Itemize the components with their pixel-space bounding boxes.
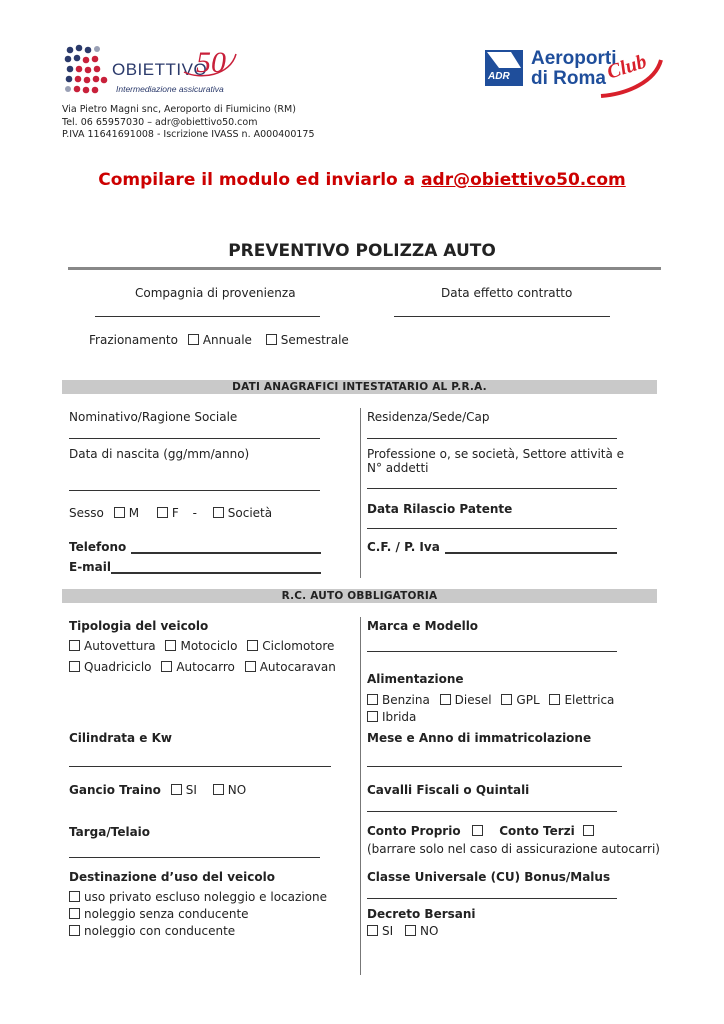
veicoli-row-2 (69, 660, 336, 674)
sesso-label: Sesso (69, 506, 104, 520)
residenza-label: Residenza/Sede/Cap (367, 410, 490, 424)
compagnia-label: Compagnia di provenienza (135, 286, 296, 300)
section-rc-header: R.C. AUTO OBBLIGATORIA (62, 589, 657, 603)
gpl-label: GPL (516, 693, 540, 707)
motociclo-checkbox[interactable] (165, 640, 176, 651)
frazionamento-label: Frazionamento (89, 333, 178, 347)
logo-number: 50 (196, 46, 226, 79)
data-rilascio-field[interactable] (367, 528, 617, 529)
decreto-row (367, 924, 438, 938)
sesso-row (69, 506, 272, 520)
cf-label: C.F. / P. Iva (367, 540, 440, 554)
gancio-label: Gancio Traino (69, 783, 161, 797)
elettrica-label: Elettrica (564, 693, 615, 707)
quadriciclo-label: Quadriciclo (84, 660, 152, 674)
gancio-no-label: NO (227, 783, 247, 797)
sesso-f-checkbox[interactable] (157, 507, 168, 518)
sesso-m-checkbox[interactable] (114, 507, 125, 518)
annuale-label: Annuale (202, 333, 252, 347)
veicoli-row-1 (69, 639, 334, 653)
classe-field[interactable] (367, 898, 617, 899)
conto-proprio-checkbox[interactable] (472, 825, 483, 836)
plane-tail-icon (485, 50, 523, 72)
data-rilascio-label: Data Rilascio Patente (367, 502, 513, 516)
ibrida-checkbox[interactable] (367, 711, 378, 722)
section2-divider (360, 617, 361, 975)
page-title: PREVENTIVO POLIZZA AUTO (228, 241, 496, 261)
marca-field[interactable] (367, 651, 617, 652)
tipologia-label: Tipologia del veicolo (69, 619, 209, 633)
cavalli-label: Cavalli Fiscali o Quintali (367, 783, 530, 797)
email-field[interactable] (111, 572, 321, 574)
adr-line2: di Roma (531, 68, 606, 89)
dest-option-2 (69, 907, 249, 921)
title-rule (68, 267, 661, 270)
frazionamento-row (89, 333, 349, 347)
gancio-si-label: SI (185, 783, 197, 797)
ciclomotore-label: Ciclomotore (262, 639, 335, 653)
autovettura-label: Autovettura (84, 639, 156, 653)
decreto-si-checkbox[interactable] (367, 925, 378, 936)
logo-tagline: Intermediazione assicurativa (116, 84, 224, 94)
autocarro-label: Autocarro (176, 660, 235, 674)
ciclomotore-checkbox[interactable] (247, 640, 258, 651)
address-block (62, 104, 315, 142)
data-effetto-field[interactable] (394, 316, 610, 317)
autocarro-checkbox[interactable] (161, 661, 172, 672)
diesel-checkbox[interactable] (440, 694, 451, 705)
motociclo-label: Motociclo (180, 639, 238, 653)
adr-line1: Aeroporti (531, 48, 617, 69)
elettrica-checkbox[interactable] (549, 694, 560, 705)
decreto-si-label: SI (382, 924, 394, 938)
autocaravan-label: Autocaravan (259, 660, 336, 674)
adr-badge: ADR (485, 50, 523, 86)
noleggio-con-checkbox[interactable] (69, 925, 80, 936)
instruction (0, 170, 724, 190)
instruction-email-link[interactable]: adr@obiettivo50.com (421, 170, 626, 190)
targa-field[interactable] (69, 857, 320, 858)
conto-terzi-checkbox[interactable] (583, 825, 594, 836)
conto-row (367, 824, 598, 838)
data-nascita-label: Data di nascita (gg/mm/anno) (69, 447, 250, 461)
annuale-checkbox[interactable] (188, 334, 199, 345)
cilindrata-field[interactable] (69, 766, 331, 767)
noleggio-senza-checkbox[interactable] (69, 908, 80, 919)
sesso-m-label: M (128, 506, 140, 520)
uso-privato-checkbox[interactable] (69, 891, 80, 902)
vat-line: P.IVA 11641691008 - Iscrizione IVASS n. A000400175 (62, 129, 315, 140)
mese-anno-field[interactable] (367, 766, 622, 767)
data-nascita-field[interactable] (69, 490, 320, 491)
semestrale-checkbox[interactable] (266, 334, 277, 345)
cf-field[interactable] (445, 552, 617, 554)
uso-privato-label: uso privato escluso noleggio e locazione (84, 890, 327, 904)
decreto-label: Decreto Bersani (367, 907, 476, 921)
alim-row-2 (367, 710, 416, 724)
email-label: E-mail (69, 560, 112, 574)
section-anagrafici-header: DATI ANAGRAFICI INTESTATARIO AL P.R.A. (62, 380, 657, 394)
decreto-no-checkbox[interactable] (405, 925, 416, 936)
dest-option-3 (69, 924, 235, 938)
noleggio-con-label: noleggio con conducente (84, 924, 236, 938)
autocaravan-checkbox[interactable] (245, 661, 256, 672)
gancio-row (69, 783, 246, 797)
adr-logo (485, 48, 665, 104)
mese-anno-label: Mese e Anno di immatricolazione (367, 731, 592, 745)
data-effetto-label: Data effetto contratto (441, 286, 573, 300)
telefono-field[interactable] (131, 552, 321, 554)
diesel-label: Diesel (454, 693, 492, 707)
nominativo-label: Nominativo/Ragione Sociale (69, 410, 238, 424)
address-line: Via Pietro Magni snc, Aeroporto di Fiumicino (RM) (62, 104, 296, 115)
section1-divider (360, 408, 361, 578)
quadriciclo-checkbox[interactable] (69, 661, 80, 672)
cavalli-field[interactable] (367, 811, 617, 812)
ibrida-label: Ibrida (382, 710, 417, 724)
decreto-no-label: NO (419, 924, 439, 938)
obiettivo50-logo (62, 40, 237, 102)
conto-proprio-label: Conto Proprio (367, 824, 461, 838)
residenza-field[interactable] (367, 438, 617, 439)
targa-label: Targa/Telaio (69, 825, 151, 839)
semestrale-label: Semestrale (280, 333, 349, 347)
sesso-dash: - (192, 506, 197, 520)
nominativo-field[interactable] (69, 438, 320, 439)
benzina-label: Benzina (382, 693, 430, 707)
classe-label: Classe Universale (CU) Bonus/Malus (367, 870, 611, 884)
gancio-no-checkbox[interactable] (213, 784, 224, 795)
autovettura-checkbox[interactable] (69, 640, 80, 651)
logo-dots-icon (62, 42, 108, 100)
sesso-f-label: F (171, 506, 179, 520)
cilindrata-label: Cilindrata e Kw (69, 731, 173, 745)
instruction-text: Compilare il modulo ed inviarlo a (98, 170, 422, 190)
contact-line: Tel. 06 65957030 – adr@obiettivo50.com (62, 116, 258, 128)
barrare-note: (barrare solo nel caso di assicurazione autocarri) (367, 842, 660, 856)
logo-swoosh-icon (180, 50, 240, 80)
alimentazione-label: Alimentazione (367, 672, 464, 686)
professione-field[interactable] (367, 488, 617, 489)
benzina-checkbox[interactable] (367, 694, 378, 705)
conto-terzi-label: Conto Terzi (499, 824, 575, 838)
societa-label: Società (227, 506, 273, 520)
compagnia-field[interactable] (95, 316, 320, 317)
marca-label: Marca e Modello (367, 619, 479, 633)
dest-option-1 (69, 890, 327, 904)
gpl-checkbox[interactable] (501, 694, 512, 705)
societa-checkbox[interactable] (213, 507, 224, 518)
destinazione-label: Destinazione d’uso del veicolo (69, 870, 275, 884)
logo-name: OBIETTIVO (112, 60, 208, 79)
professione-label: Professione o, se società, Settore attività e N° addetti (367, 447, 625, 475)
gancio-si-checkbox[interactable] (171, 784, 182, 795)
noleggio-senza-label: noleggio senza conducente (84, 907, 249, 921)
club-text: Club (604, 50, 650, 84)
telefono-label: Telefono (69, 540, 127, 554)
alim-row-1 (367, 693, 614, 707)
